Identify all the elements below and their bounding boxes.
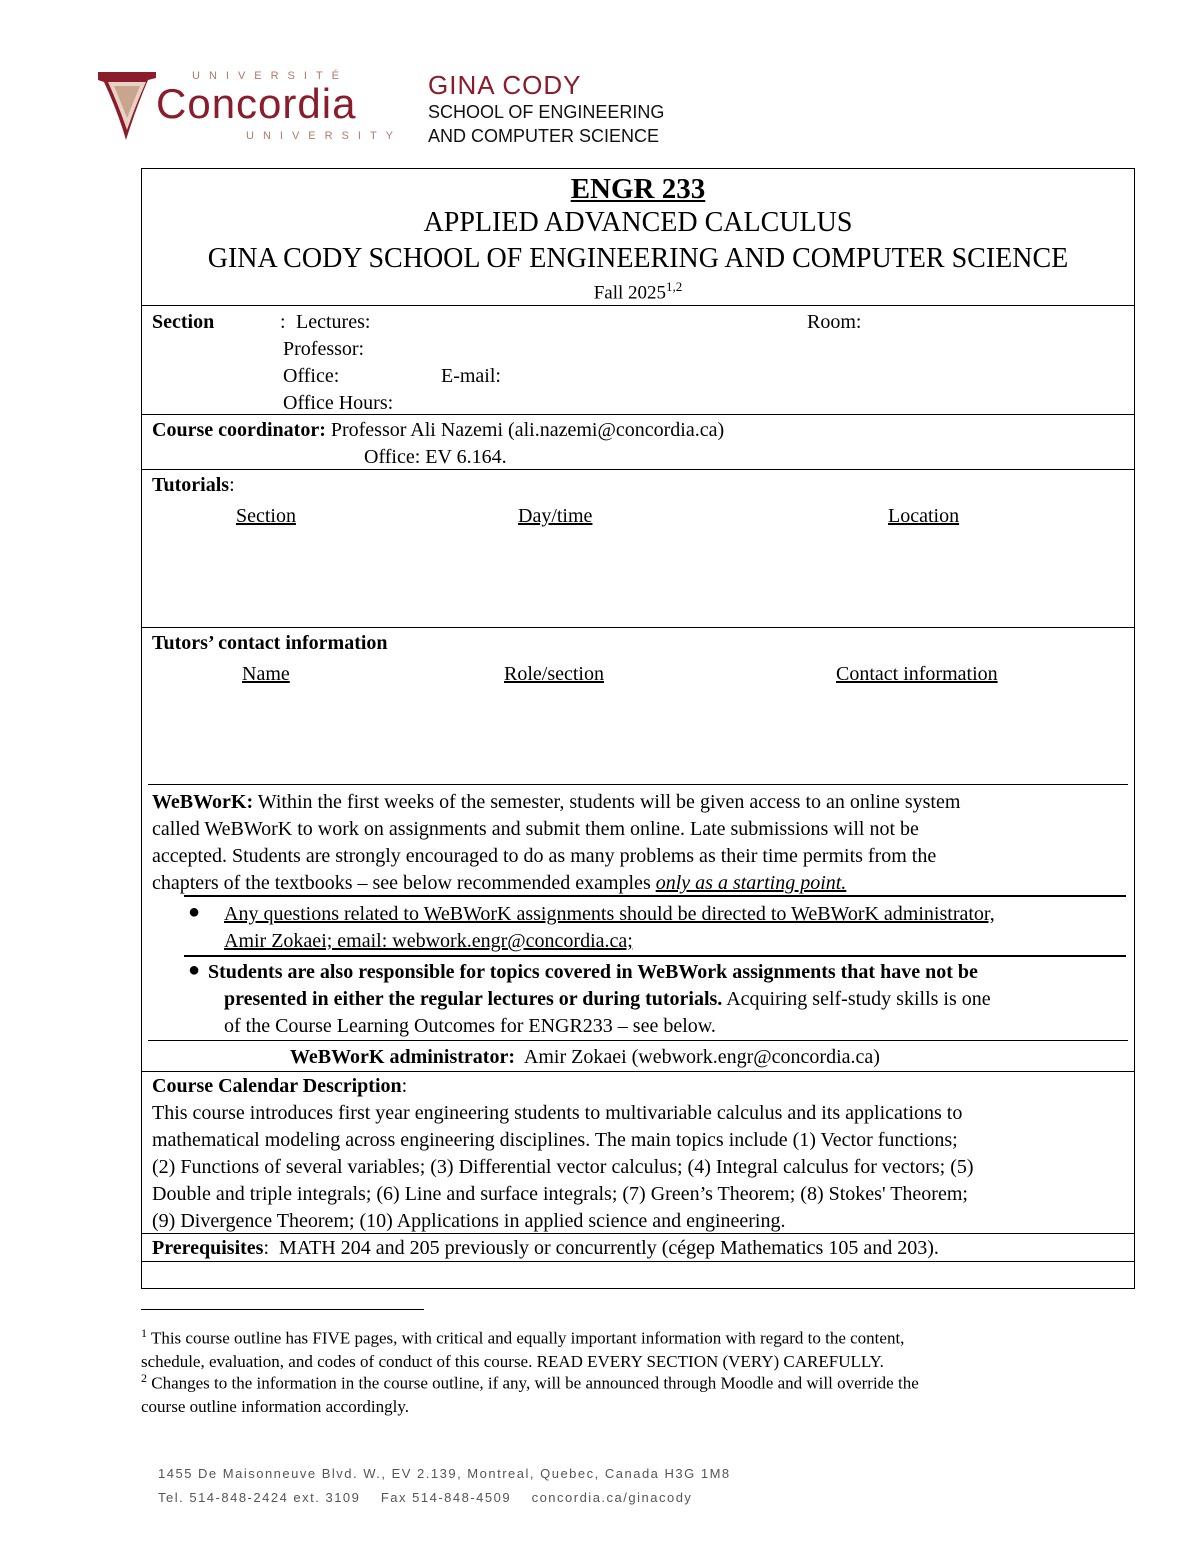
bullet-icon: ●: [188, 959, 201, 981]
divider: [142, 414, 1134, 415]
divider: [148, 1040, 1128, 1041]
school-line2: AND COMPUTER SCIENCE: [428, 126, 660, 146]
term-footnote-refs: 1,2: [666, 279, 683, 294]
coordinator-value: Professor Ali Nazemi (ali.nazemi@concordia.ca): [330, 419, 725, 441]
lectures-label: Lectures:: [296, 311, 371, 333]
tutorials-heading: Tutorials:: [152, 474, 235, 496]
course-name: APPLIED ADVANCED CALCULUS: [423, 207, 853, 238]
divider: [142, 1233, 1134, 1234]
divider: [142, 305, 1134, 306]
calendar-line: (2) Functions of several variables; (3) Differential vector calculus; (4) Integral calculus for vectors; (5): [152, 1156, 974, 1178]
coordinator-label: Course coordinator:: [152, 419, 326, 441]
calendar-line: Double and triple integrals; (6) Line and surface integrals; (7) Green’s Theorem; (8) Stokes' Theorem;: [152, 1183, 968, 1205]
school-name: GINA CODY SCHOOL OF ENGINEERING AND COMPUTER SCIENCE: [207, 243, 1069, 274]
calendar-line: mathematical modeling across engineering disciplines. The main topics include (1) Vector functions;: [152, 1129, 958, 1151]
prerequisites-value: MATH 204 and 205 previously or concurrently (cégep Mathematics 105 and 203).: [279, 1237, 939, 1259]
divider: [142, 469, 1134, 470]
university-en: UNIVERSITY: [246, 130, 403, 142]
calendar-heading: Course Calendar Description:: [152, 1075, 408, 1097]
tutors-heading: Tutors’ contact information: [152, 632, 388, 654]
divider: [148, 784, 1128, 785]
webwork-admin-row: [290, 1044, 880, 1071]
webwork-bullet1-line2: Amir Zokaei; email: webwork.engr@concordia.ca;: [224, 930, 633, 952]
coordinator-office: Office: EV 6.164.: [364, 446, 507, 468]
footer-web: concordia.ca/ginacody: [531, 1490, 693, 1505]
footnote-rule: [141, 1309, 424, 1310]
divider: [184, 895, 1126, 897]
divider: [142, 1261, 1134, 1262]
divider: [142, 627, 1134, 628]
divider: [184, 955, 1126, 957]
webwork-bullet1-line1: Any questions related to WeBWorK assignments should be directed to WeBWorK administrator,: [224, 903, 995, 925]
university-name: Concordia: [156, 80, 357, 127]
room-label: Room:: [807, 311, 862, 333]
tutors-col-contact: Contact information: [836, 663, 998, 685]
webwork-admin-label: WeBWorK administrator:: [290, 1046, 515, 1068]
office-hours-label: Office Hours:: [283, 392, 394, 414]
webwork-label: WeBWorK:: [152, 791, 254, 813]
webwork-bullet2-line3: of the Course Learning Outcomes for ENGR233 – see below.: [224, 1015, 716, 1037]
concordia-shield-icon: [96, 68, 158, 144]
professor-label: Professor:: [283, 338, 365, 360]
course-outline-table: [141, 168, 1135, 1289]
tutorials-col-section: Section: [236, 505, 296, 527]
tutorials-col-location: Location: [888, 505, 960, 527]
section-label: Section: [152, 311, 215, 333]
calendar-line: (9) Divergence Theorem; (10) Applications in applied science and engineering.: [152, 1210, 786, 1232]
tutors-col-name: Name: [242, 663, 290, 685]
concordia-logo: [96, 66, 696, 150]
coordinator-row: [152, 417, 724, 444]
calendar-line: This course introduces first year engineering students to multivariable calculus and its applications to: [152, 1102, 963, 1124]
tutorials-col-daytime: Day/time: [518, 505, 593, 527]
footer-fax: Fax 514-848-4509: [380, 1490, 512, 1505]
email-label: E-mail:: [441, 365, 501, 387]
footer-tel: Tel. 514-848-2424 ext. 3109: [158, 1490, 361, 1505]
bullet-icon: ●: [188, 901, 201, 923]
prerequisites-row: Prerequisites: MATH 204 and 205 previously or concurrently (cégep Mathematics 105 and 203).: [152, 1237, 939, 1259]
footnote-1: $^1$ This course outline has FIVE pages, with critical and equally important information with regard to the content, schedule, evaluation, and codes of conduct of this course. READ EVERY SECTION (VERY) CAREFULLY.: [141, 1326, 905, 1371]
footer-contact: [158, 1490, 692, 1505]
divider: [142, 1071, 1134, 1072]
prerequisites-label: Prerequisites: [152, 1237, 264, 1259]
webwork-bullet2-line2: presented in either the regular lectures or during tutorials. Acquiring self-study skills is one: [224, 988, 991, 1010]
office-label: Office:: [283, 365, 340, 387]
webwork-admin-value: Amir Zokaei (webwork.engr@concordia.ca): [523, 1046, 880, 1068]
school-line1: SCHOOL OF ENGINEERING: [428, 102, 665, 122]
school-brand: GINA CODY: [428, 70, 582, 100]
footer-address: 1455 De Maisonneuve Blvd. W., EV 2.139, Montreal, Quebec, Canada H3G 1M8: [158, 1466, 731, 1481]
webwork-paragraph: WeBWorK: Within the first weeks of the semester, students will be given access to an online system called WeBWorK to work on assignments and submit them online. Late submissions will not be accepted. Students are strongly encouraged to do as many problems as their time permits from the chapters of the textbooks – see below recommended examples only as a starting point.: [152, 791, 961, 894]
webwork-bullet2-line1: Students are also responsible for topics covered in WeBWork assignments that have not be: [208, 961, 978, 983]
tutors-col-role: Role/section: [504, 663, 604, 685]
course-term: Fall 2025$^{1,2}$: [593, 279, 683, 304]
course-code: ENGR 233: [570, 173, 706, 205]
university-fr: UNIVERSITÉ: [192, 70, 349, 82]
section-colon: :: [280, 311, 286, 333]
footnote-2: $^2$ Changes to the information in the course outline, if any, will be announced through Moodle and will override the course outline information accordingly.: [141, 1371, 919, 1416]
